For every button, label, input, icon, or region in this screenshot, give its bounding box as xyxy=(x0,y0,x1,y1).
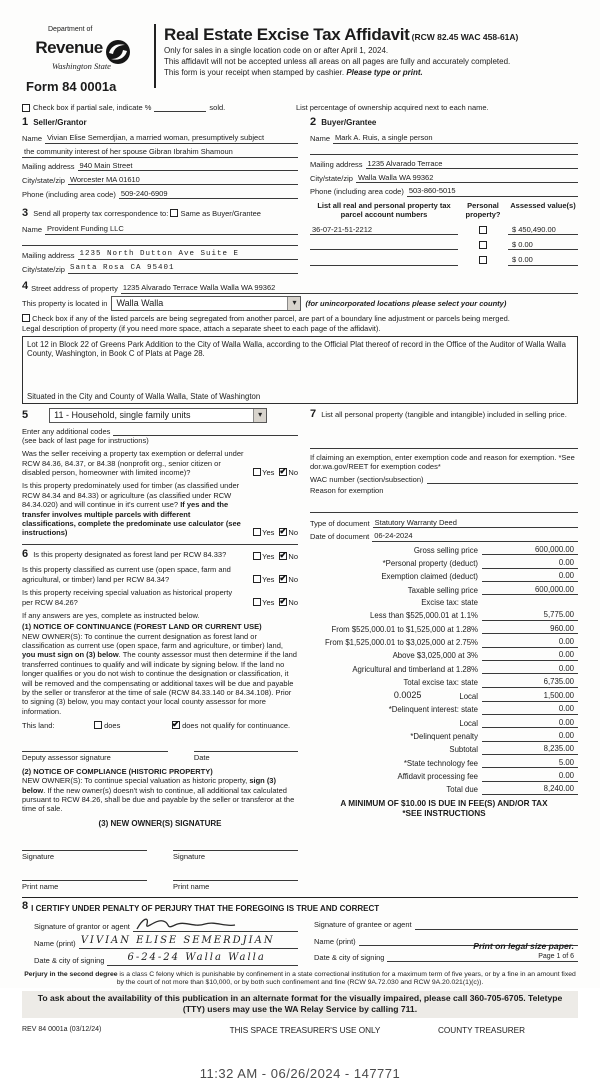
tax-row-label: Above $3,025,000 at 3% xyxy=(392,651,478,661)
forest-no-checkbox[interactable] xyxy=(279,552,287,560)
seller-section-number: 1 xyxy=(22,116,29,128)
tax-row-label: From $525,000.01 to $1,525,000 at 1.28% xyxy=(331,624,478,634)
county-select-value: Walla Walla xyxy=(116,297,164,308)
form-number: Form 84 0001a xyxy=(26,79,117,95)
correspondence-city-field[interactable] xyxy=(68,264,298,274)
personal-property-checkbox[interactable] xyxy=(479,241,487,249)
no-label: No xyxy=(288,552,298,561)
parcel-number-value: 36-07-21-51-2212 xyxy=(312,224,373,234)
property-section-number: 4 xyxy=(22,280,29,292)
tax-row-value: 5,775.00 xyxy=(543,610,574,620)
seller-mailing-field[interactable] xyxy=(78,161,298,171)
grantor-name-print-field[interactable] xyxy=(79,935,298,949)
correspondence-section-number: 3 xyxy=(22,207,29,220)
deferral-no-checkbox[interactable] xyxy=(279,468,287,476)
agency-block xyxy=(22,22,144,96)
chevron-down-icon[interactable] xyxy=(287,297,300,310)
tax-row xyxy=(310,598,578,608)
signature-label: Signature xyxy=(22,851,55,861)
yes-label: Yes xyxy=(262,528,275,538)
document-type-value: Statutory Warranty Deed xyxy=(374,517,457,527)
header-note-3-emphasis: Please type or print. xyxy=(346,68,423,78)
tax-row-label: *Delinquent interest: state xyxy=(388,705,478,715)
tax-row-field[interactable] xyxy=(482,585,578,596)
buyer-name-field-2[interactable] xyxy=(310,147,578,155)
buyer-phone-label: Phone (including area code) xyxy=(310,187,404,197)
new-owner-signature-field[interactable] xyxy=(22,841,147,851)
seller-name-value-2: the community interest of her spouse Gibran Ibrahim Shamoun xyxy=(24,147,233,157)
notice2-bold: sign (3) below xyxy=(22,776,276,795)
seller-name-field[interactable] xyxy=(45,133,298,143)
parcel-row xyxy=(310,255,578,265)
county-treasurer-label: COUNTY TREASURER xyxy=(438,1025,526,1035)
grantor-name-print-label: Name (print) xyxy=(34,939,76,949)
use-code-select[interactable] xyxy=(49,408,267,423)
cashier-stamp: 11:32 AM - 06/26/2024 - 147771 xyxy=(199,1065,401,1081)
partial-percent-field[interactable] xyxy=(154,111,206,112)
local-rate-value: 0.0025 xyxy=(393,690,422,701)
tax-row-field[interactable] xyxy=(482,784,578,795)
ownership-note: List percentage of ownership acquired next to each name. xyxy=(296,102,489,112)
correspondence-city-label: City/state/zip xyxy=(22,264,65,274)
street-address-label: Street address of property xyxy=(31,284,118,294)
new-owner-print-name-field[interactable] xyxy=(22,871,147,881)
tax-row-value: 0.00 xyxy=(558,704,574,714)
tax-row-field[interactable] xyxy=(482,691,578,702)
exemption-note: If claiming an exemption, enter exemption code and reason for exemption. *See dor.wa.gov/REET for exemption codes* xyxy=(310,452,575,471)
tax-row-field[interactable] xyxy=(482,558,578,569)
tax-row xyxy=(310,731,578,742)
agency-name: Revenue xyxy=(35,38,103,58)
tax-row-label: Taxable selling price xyxy=(407,585,478,595)
certify-section-number: 8 xyxy=(22,900,29,913)
tax-row-value: 1,500.00 xyxy=(543,690,574,700)
grantor-signature xyxy=(135,916,255,932)
document-date-label: Date of document xyxy=(310,532,370,542)
grantee-name-print-label: Name (print) xyxy=(314,936,356,946)
tax-row-label: *State technology fee xyxy=(403,758,478,768)
tax-row-value: 960.00 xyxy=(550,623,574,633)
print-name-label: Print name xyxy=(173,882,210,891)
tax-row-label: Local xyxy=(459,691,478,701)
header-divider xyxy=(154,24,156,88)
notice1-body: NEW OWNER(S): To continue the current designation as forest land or classification as current use (open space, farm and agriculture, or timber) land, xyxy=(22,631,283,650)
reason-for-exemption-label: Reason for exemption xyxy=(310,486,384,496)
see-back-note: (see back of last page for instructions) xyxy=(22,435,149,445)
forest-yes-checkbox[interactable] xyxy=(253,552,261,560)
assessed-value-field[interactable] xyxy=(508,255,578,265)
tax-row-field[interactable] xyxy=(482,731,578,742)
deferral-question: Was the seller receiving a property tax exemption or deferral under RCW 84.36, 84.37, or 84.38 (nonprofit org., senior citizen or disabled person, homeowner with limited income)? xyxy=(22,449,244,477)
correspondence-name-label: Name xyxy=(22,225,43,235)
form-title-rcw: (RCW 82.45 WAC 458-61A) xyxy=(411,32,519,42)
parcel-row xyxy=(310,225,578,235)
seller-name-value: Vivian Elise Semerdjian, a married woman, presumptively subject xyxy=(47,133,265,143)
notice1-body-2: . The county assessor must then determine if the land transferred continues to qualify and will indicate by signing below. If the land no longer qualifies or you do not wish to continue the designation or classification, it will be removed and the compensating or additional taxes will be due and payable by the seller or transferor at the time of sale (RCW 84.33.140 or 84.34.108). Prior to signing (3) below, you may contact your local county assessor for more information. xyxy=(22,650,297,716)
deputy-assessor-signature-label: Deputy assessor signature xyxy=(22,753,111,763)
buyer-name-label: Name xyxy=(310,134,331,144)
tax-row xyxy=(310,585,578,596)
wac-number-label: WAC number (section/subsection) xyxy=(310,474,424,484)
additional-codes-field[interactable] xyxy=(113,428,298,436)
yes-label: Yes xyxy=(262,574,275,584)
tax-row xyxy=(310,704,578,715)
tax-row xyxy=(310,771,578,782)
tax-row xyxy=(310,718,578,729)
buyer-city-value: Walla Walla WA 99362 xyxy=(357,172,434,182)
segregated-label: Check box if any of the listed parcels are being segregated from another parcel, are part of a boundary line adjustment or parcels being merged. xyxy=(32,313,510,323)
historic-no-checkbox[interactable] xyxy=(279,598,287,606)
tax-row-label: *Delinquent penalty xyxy=(410,731,478,741)
county-select[interactable] xyxy=(111,296,301,311)
grantor-date-city-value: 6-24-24 Walla Walla xyxy=(127,952,266,963)
parcel-col-header: List all real and personal property tax parcel account numbers xyxy=(317,200,451,220)
tax-row xyxy=(310,690,578,701)
buyer-phone-value: 503-860-5015 xyxy=(408,186,456,196)
legal-description-text-2: Situated in the City and County of Walla Walla, State of Washington xyxy=(27,392,261,402)
same-as-buyer-label: Same as Buyer/Grantee xyxy=(180,209,261,219)
tax-row xyxy=(310,744,578,755)
no-label: No xyxy=(288,574,298,584)
print-name-label: Print name xyxy=(22,882,59,891)
notice2-body: NEW OWNER(S): To continue special valuation as historic property, xyxy=(22,776,250,786)
located-in-note: (for unincorporated locations please select your county) xyxy=(305,298,507,308)
tax-row-label: Total excise tax: state xyxy=(403,678,478,688)
seller-city-label: City/state/zip xyxy=(22,175,65,185)
tax-row-field[interactable] xyxy=(482,650,578,661)
tax-row-value: 600,000.00 xyxy=(534,584,574,594)
tax-row-label: Subtotal xyxy=(449,745,478,755)
tax-row-label: *Personal property (deduct) xyxy=(382,559,478,569)
seller-heading: Seller/Grantor xyxy=(33,118,87,127)
grantor-date-city-field[interactable] xyxy=(107,952,298,966)
no-label: No xyxy=(288,528,298,538)
tax-row-value: 0.00 xyxy=(558,770,574,780)
grantee-date-city-label: Date & city of signing xyxy=(314,952,385,962)
perjury-note: is a class C felony which is punishable by confinement in a state correctional institution for a maximum term of five years, or by a fine in an amount fixed by the court of not more than $10,000, or by both such confinement and fine (RCW 9A.72.030 and RCW 9A.20.021(1)(c)). xyxy=(116,970,576,987)
personal-property-field[interactable] xyxy=(310,448,578,449)
tax-row-field[interactable] xyxy=(482,771,578,782)
grantor-date-city-label: Date & city of signing xyxy=(34,956,105,966)
buyer-city-field[interactable] xyxy=(356,173,578,183)
currentuse-yes-checkbox[interactable] xyxy=(253,575,261,583)
yes-label: Yes xyxy=(262,468,275,477)
timber-question-bold: If yes and the transfer involves multiple parcels with different classifications, complete the predominate use calculator (see instructions) xyxy=(22,500,241,538)
perjury-note-lead: Perjury in the second degree xyxy=(24,970,118,978)
tax-row-field[interactable] xyxy=(482,610,578,621)
state-line: Washington State xyxy=(52,60,111,71)
tax-row-label: Total due xyxy=(446,785,478,795)
buyer-name-field[interactable] xyxy=(333,133,578,143)
tax-row-field[interactable] xyxy=(482,744,578,755)
tax-row xyxy=(310,545,578,556)
deputy-assessor-signature-field[interactable] xyxy=(22,742,168,752)
buyer-city-label: City/state/zip xyxy=(310,173,353,183)
deputy-date-label: Date xyxy=(193,753,210,763)
correspondence-name-value: Provident Funding LLC xyxy=(47,224,124,234)
buyer-heading: Buyer/Grantee xyxy=(321,118,377,127)
forest-question: Is this property designated as forest land per RCW 84.33? xyxy=(33,549,227,559)
correspondence-intro: Send all property tax correspondence to: xyxy=(33,209,169,219)
located-in-label: This property is located in xyxy=(22,298,108,308)
tax-row-value: 0.00 xyxy=(558,637,574,647)
personal-property-checkbox[interactable] xyxy=(479,256,487,264)
partial-sale-checkbox[interactable] xyxy=(22,104,30,112)
tax-row-label: Less than $525,000.01 at 1.1% xyxy=(370,611,478,621)
seller-phone-field[interactable] xyxy=(119,189,298,199)
wac-number-field[interactable] xyxy=(427,476,578,484)
personal-property-checkbox[interactable] xyxy=(479,226,487,234)
same-as-buyer-checkbox[interactable] xyxy=(170,209,178,217)
land-does-not-label: does not qualify for continuance. xyxy=(182,721,291,730)
tax-row-value: 600,000.00 xyxy=(534,544,574,554)
yes-label: Yes xyxy=(262,552,275,561)
grantor-signature-field[interactable] xyxy=(133,916,298,931)
no-label: No xyxy=(288,468,298,477)
buyer-section-number: 2 xyxy=(310,116,317,128)
legal-description-box[interactable] xyxy=(22,336,578,404)
land-does-label: does xyxy=(104,721,121,730)
tax-row-label: Agricultural and timberland at 1.28% xyxy=(352,664,478,674)
timber-question: Is this property predominately used for timber (as classified under RCW 84.34 and 84.33) or agriculture (as classified under RCW 84.34.020) and will continue in it's current use? xyxy=(22,481,240,510)
treasurer-space-label: THIS SPACE TREASURER'S USE ONLY xyxy=(229,1025,381,1035)
tax-row-label: Affidavit processing fee xyxy=(397,771,478,781)
signature-label: Signature xyxy=(173,851,206,861)
timber-yes-checkbox[interactable] xyxy=(253,528,261,536)
parcel-number-field[interactable] xyxy=(310,241,458,250)
assessed-value: $ 0.00 xyxy=(512,239,533,249)
minimum-due-note: A MINIMUM OF $10.00 IS DUE IN FEE(S) AND/OR TAX xyxy=(340,798,548,808)
tax-row-label: Gross selling price xyxy=(413,545,478,555)
buyer-mailing-label: Mailing address xyxy=(310,159,363,169)
no-label: No xyxy=(288,597,298,607)
tax-row-field[interactable] xyxy=(482,704,578,715)
tax-row xyxy=(310,610,578,621)
tax-row-value: 0.00 xyxy=(558,650,574,660)
seller-city-value: Worcester MA 01610 xyxy=(69,174,140,184)
tax-row-value: 0.00 xyxy=(558,730,574,740)
use-section-number: 5 xyxy=(22,408,29,421)
header-note-2: This affidavit will not be accepted unless all areas on all pages are fully and accurately completed. xyxy=(164,57,511,67)
seller-name-field-2[interactable] xyxy=(22,147,298,157)
certify-heading: I CERTIFY UNDER PENALTY OF PERJURY THAT THE FOREGOING IS TRUE AND CORRECT xyxy=(31,904,380,914)
form-title: Real Estate Excise Tax Affidavit xyxy=(164,25,410,44)
grantee-signature-field[interactable] xyxy=(415,922,578,930)
personal-property-section-number: 7 xyxy=(310,407,317,420)
tax-row-label: Exemption claimed (deduct) xyxy=(381,572,478,582)
notice2-title: (2) NOTICE OF COMPLIANCE (HISTORIC PROPERTY) xyxy=(22,766,213,776)
tax-row-value: 0.00 xyxy=(558,571,574,581)
correspondence-mailing-label: Mailing address xyxy=(22,250,75,260)
seller-phone-label: Phone (including area code) xyxy=(22,189,116,199)
seller-mailing-label: Mailing address xyxy=(22,162,75,171)
notice3-title: (3) NEW OWNER(S) SIGNATURE xyxy=(98,818,222,828)
document-date-field[interactable] xyxy=(372,531,578,541)
tax-row-field[interactable] xyxy=(482,571,578,582)
tax-row-field[interactable] xyxy=(482,545,578,556)
if-yes-note: If any answers are yes, complete as instructed below. xyxy=(22,610,200,620)
notice1-bold: you must sign on (3) below xyxy=(22,650,119,660)
new-owner-print-name-field[interactable] xyxy=(173,871,298,881)
tax-row xyxy=(310,677,578,688)
partial-sold-label: sold. xyxy=(209,102,226,112)
currentuse-no-checkbox[interactable] xyxy=(279,575,287,583)
currentuse-question: Is this property classified as current use (open space, farm and agricultural, or timber) land per RCW 84.34? xyxy=(22,565,231,584)
document-type-label: Type of document xyxy=(310,518,370,528)
tax-row-value: 0.00 xyxy=(558,663,574,673)
tax-row-label: From $1,525,000.01 to $3,025,000 at 2.75% xyxy=(324,638,478,648)
tax-row xyxy=(310,637,578,648)
deputy-date-field[interactable] xyxy=(194,742,298,752)
tax-row-field[interactable] xyxy=(482,637,578,648)
tax-row-field[interactable] xyxy=(482,624,578,635)
document-date-value: 06-24-2024 xyxy=(374,531,413,541)
tax-table xyxy=(310,545,578,795)
tax-row xyxy=(310,624,578,635)
tax-row-value: 0.00 xyxy=(558,717,574,727)
tax-row xyxy=(310,558,578,569)
use-code-select-value: 11 - Household, single family units xyxy=(54,409,191,420)
tax-row-value: 0.00 xyxy=(558,558,574,568)
legal-description-label: Legal description of property (if you need more space, attach a separate sheet to each page of the affidavit). xyxy=(22,324,381,334)
segregated-checkbox[interactable] xyxy=(22,314,30,322)
tax-row xyxy=(310,650,578,661)
page-number: Page 1 of 6 xyxy=(538,953,574,961)
seller-phone-value: 509-240-6909 xyxy=(120,188,168,198)
tax-row-label: Excise tax: state xyxy=(421,598,478,608)
form-header xyxy=(22,22,578,96)
yes-label: Yes xyxy=(262,597,275,607)
land-does-checkbox[interactable] xyxy=(94,721,102,729)
assessed-value: $ 450,490.00 xyxy=(512,224,556,234)
correspondence-mailing-field[interactable] xyxy=(78,250,298,260)
new-owner-signature-field[interactable] xyxy=(173,841,298,851)
reason-for-exemption-field[interactable] xyxy=(310,512,578,513)
seller-mailing-value: 940 Main Street xyxy=(79,161,133,170)
buyer-mailing-field[interactable] xyxy=(366,159,578,169)
correspondence-name-field-2[interactable] xyxy=(22,238,298,246)
assessed-value-field[interactable] xyxy=(508,240,578,250)
tax-row xyxy=(310,758,578,769)
historic-yes-checkbox[interactable] xyxy=(253,598,261,606)
buyer-mailing-value: 1235 Alvarado Terrace xyxy=(367,158,443,168)
additional-codes-label: Enter any additional codes xyxy=(22,426,111,436)
seller-name-label: Name xyxy=(22,134,43,144)
header-note-3: This form is your receipt when stamped by cashier. xyxy=(164,68,345,78)
tax-row-field[interactable] xyxy=(482,758,578,769)
tax-row-value: 5.00 xyxy=(558,757,574,767)
tax-row-field[interactable] xyxy=(482,664,578,675)
parcel-number-field[interactable] xyxy=(310,225,458,235)
assessed-value-col-header: Assessed value(s) xyxy=(510,200,576,210)
notice2-body-2: . If the new owner(s) doesn't wish to continue, all additional tax calculated pursuant to RCW 84.26, shall be due and payable by the seller or transferor at the time of sale. xyxy=(22,785,295,814)
rev-number: REV 84 0001a (03/12/24) xyxy=(22,1025,102,1033)
assessed-value-field[interactable] xyxy=(508,225,578,235)
buyer-phone-field[interactable] xyxy=(407,186,578,196)
street-address-field[interactable] xyxy=(121,283,578,293)
grantor-name-print-value: VIVIAN ELISE SEMERDJIAN xyxy=(80,935,275,946)
partial-sale-label: Check box if partial sale, indicate % xyxy=(33,102,152,112)
assessed-value: $ 0.00 xyxy=(512,255,533,265)
notice1-title: (1) NOTICE OF CONTINUANCE (FOREST LAND OR CURRENT USE) xyxy=(22,622,262,632)
deferral-yes-checkbox[interactable] xyxy=(253,468,261,476)
tax-row-field[interactable] xyxy=(482,718,578,729)
land-does-not-checkbox[interactable] xyxy=(172,721,180,729)
parcel-number-field[interactable] xyxy=(310,257,458,266)
grantor-signature-label: Signature of grantor or agent xyxy=(34,922,130,932)
this-land-label: This land: xyxy=(22,721,55,730)
seller-city-field[interactable] xyxy=(68,175,298,185)
tax-row xyxy=(310,784,578,795)
correspondence-mailing-value: 1235 North Dutton Ave Suite E xyxy=(79,249,240,258)
personal-property-heading: List all personal property (tangible and intangible) included in selling price. xyxy=(321,409,567,419)
document-type-field[interactable] xyxy=(373,518,578,528)
tax-row-value: 8,235.00 xyxy=(543,744,574,754)
see-instructions-note: *SEE INSTRUCTIONS xyxy=(402,809,486,819)
grantee-signature-label: Signature of grantee or agent xyxy=(314,920,412,930)
tax-row-value: 8,240.00 xyxy=(543,784,574,794)
parcel-table-header xyxy=(310,201,578,220)
chevron-down-icon[interactable] xyxy=(253,409,266,422)
legal-description-text: Lot 12 in Block 22 of Greens Park Addition to the City of Walla Walla, according to the Official Plat thereof of record in the Office of the Auditor of Walla Walla County, Washington, in Book C of Plats at Page 28. xyxy=(27,339,566,359)
dor-logo-icon xyxy=(105,39,131,65)
dept-line: Department of xyxy=(48,26,93,33)
tax-row-label: Local xyxy=(459,718,478,728)
parcel-row xyxy=(310,240,578,250)
personal-property-col-header: Personal property? xyxy=(465,200,501,220)
alternate-format-note: To ask about the availability of this publication in an alternate format for the visually impaired, please call 360-705-6705. Teletype (TTY) users may use the WA Relay Service by calling 711. xyxy=(22,991,578,1017)
legal-size-note: Print on legal size paper. xyxy=(473,940,574,951)
correspondence-city-value: Santa Rosa CA 95401 xyxy=(69,263,175,272)
correspondence-name-field[interactable] xyxy=(45,224,298,234)
street-address-value: 1235 Alvarado Terrace Walla Walla WA 99362 xyxy=(122,283,276,293)
header-note-1: Only for sales in a single location code on or after April 1, 2024. xyxy=(164,46,389,56)
buyer-name-value: Mark A. Ruis, a single person xyxy=(335,133,433,143)
tax-row xyxy=(310,571,578,582)
tax-row xyxy=(310,664,578,675)
historic-question: Is this property receiving special valuation as historical property per RCW 84.26? xyxy=(22,588,233,607)
timber-no-checkbox[interactable] xyxy=(279,528,287,536)
tax-row-value: 6,735.00 xyxy=(543,677,574,687)
designation-section-number: 6 xyxy=(22,547,29,560)
tax-row-field[interactable] xyxy=(482,677,578,688)
